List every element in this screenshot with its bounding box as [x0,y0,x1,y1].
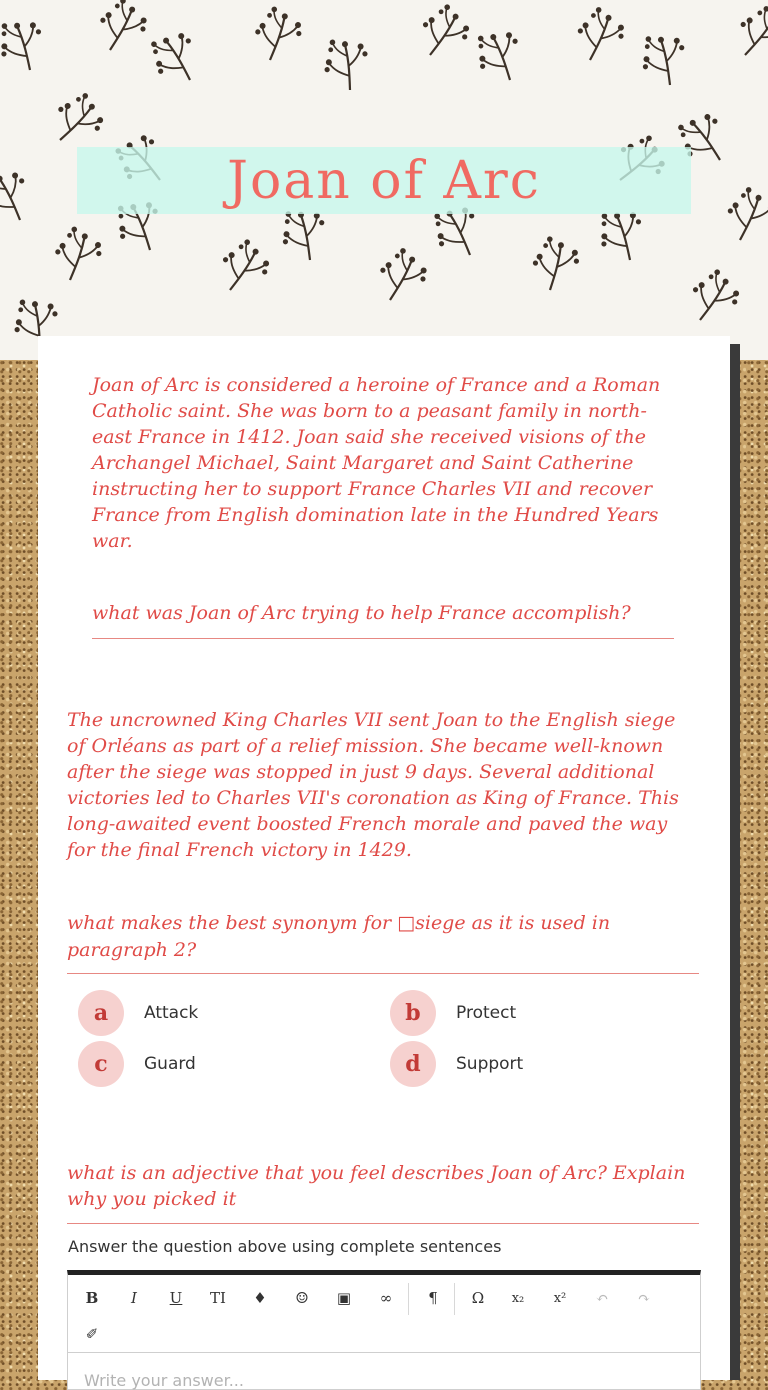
toolbar-divider [454,1283,455,1315]
superscript-button[interactable]: x² [553,1290,567,1306]
choice-letter: b [390,990,436,1036]
eraser-icon[interactable]: ✐ [85,1325,99,1343]
subscript-button[interactable]: x₂ [511,1290,525,1306]
title-band [77,147,691,214]
bold-button[interactable]: B [85,1289,99,1307]
special-char-icon[interactable]: Ω [471,1289,485,1307]
question-1-underline [92,638,674,639]
choice-letter: a [78,990,124,1036]
image-icon[interactable]: ▣ [336,1289,352,1307]
emoji-icon[interactable]: ☺ [295,1289,309,1307]
choice-a[interactable] [78,990,198,1036]
choice-letter: c [78,1041,124,1087]
color-drop-icon[interactable]: ♦ [253,1289,267,1307]
page-title: Joan of Arc [227,150,541,211]
answer-instruction: Answer the question above using complete sentences [68,1237,502,1256]
undo-icon[interactable]: ↶ [595,1289,609,1307]
italic-button[interactable]: I [131,1289,137,1307]
paragraph-icon[interactable]: ¶ [428,1289,438,1307]
question-3-underline [67,1223,699,1224]
choice-label: Support [456,1054,524,1074]
link-icon[interactable]: ∞ [379,1289,393,1307]
paper-shadow [730,344,740,1380]
question-1: what was Joan of Arc trying to help France accomplish? [92,602,631,624]
choice-letter: d [390,1041,436,1087]
question-2: what makes the best synonym for □siege as it is used in paragraph 2? [67,912,611,961]
toolbar-divider [408,1283,409,1315]
underline-button[interactable]: U [169,1289,183,1307]
editor-toolbar [68,1275,700,1353]
choice-d[interactable] [390,1041,523,1087]
question-3: what is an adjective that you feel describes Joan of Arc? Explain why you picked it [67,1162,686,1210]
choice-b[interactable] [390,990,516,1036]
answer-editor [67,1270,701,1390]
choice-c[interactable] [78,1041,196,1087]
passage-1: Joan of Arc is considered a heroine of France and a Roman Catholic saint. She was born to a peasant family in north-east France in 1412. Joan said she received visions of the Archangel Michael, Saint Margaret and Saint Catherine instructing her to support France Charles VII and recover France from English domination late in the Hundred Years war. [92,374,661,552]
header-banner [0,0,768,360]
redo-icon[interactable]: ↷ [637,1289,651,1307]
answer-input[interactable]: Write your answer... [84,1371,244,1390]
choice-label: Guard [144,1054,196,1074]
text-size-button[interactable]: TI [210,1289,226,1307]
passage-2: The uncrowned King Charles VII sent Joan to the English siege of Orléans as part of a relief mission. She became well-known after the siege was stopped in just 9 days. Several additional victories led to Charles VII's coronation as King of France. This long-awaited event boosted French morale and paved the way for the final French victory in 1429. [67,709,679,861]
question-2-underline [67,973,699,974]
choice-label: Attack [144,1003,199,1023]
choice-label: Protect [456,1003,517,1023]
